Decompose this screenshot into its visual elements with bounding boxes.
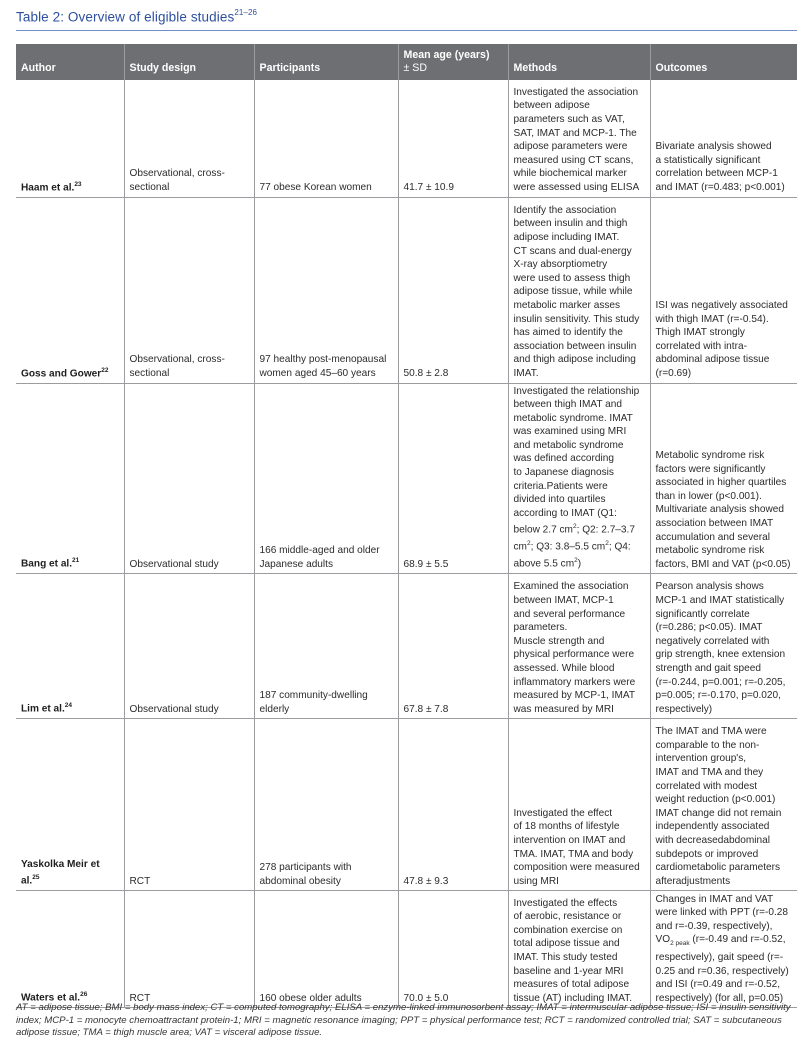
table-header — [16, 44, 797, 80]
row-study-design: Observational study — [124, 574, 254, 719]
methods-text: ; Q3: 3.8–5.5 cm — [530, 541, 606, 553]
header-mean-age-sub: ± SD — [403, 62, 427, 74]
methods-text: ) — [577, 558, 582, 570]
table-row — [16, 80, 797, 197]
author-ref: 23 — [74, 180, 82, 188]
row-author — [16, 383, 124, 574]
row-participants: 187 community-dwelling elderly — [254, 574, 398, 719]
header-outcomes: Outcomes — [650, 44, 797, 80]
row-author — [16, 197, 124, 383]
row-outcomes: Bivariate analysis showed a statistically significant correlation between MCP-1 and IMAT (r=0.483; p<0.001) — [650, 80, 797, 197]
author-name: Goss and Gower — [21, 367, 102, 379]
row-study-design: Observational, cross- sectional — [124, 197, 254, 383]
row-mean-age: 70.0 ± 5.0 — [398, 891, 508, 1008]
table-row — [16, 574, 797, 719]
row-participants: 278 participants with abdominal obesity — [254, 719, 398, 891]
header-participants: Participants — [254, 44, 398, 80]
row-mean-age: 50.8 ± 2.8 — [398, 197, 508, 383]
row-study-design: Observational study — [124, 383, 254, 574]
table-footnote: AT = adipose tissue; BMI = body mass index; CT = computed tomography; ELISA = enzyme-linked immunosorbent assay; IMAT = intermuscular adipose tissue; ISI = insulin sensitivity index; MCP-1 = monocyte chemoattractant protein-1; MRI = magnetic resonance imaging; PPT = physical performance test; RCT = randomized controlled trial; SAT = subcutaneous adipose tissue; TMA = thigh muscle area; VAT = visceral adipose tissue. — [16, 1002, 791, 1039]
squared-unit: 2 — [574, 557, 578, 565]
vo2-peak-subscript: 2 peak — [670, 940, 690, 948]
title-divider — [16, 30, 797, 31]
header-study-design: Study design — [124, 44, 254, 80]
table-row — [16, 383, 797, 574]
author-name: Yaskolka Meir et al. — [21, 858, 100, 887]
squared-unit: 2 — [572, 523, 577, 531]
header-row — [16, 44, 797, 80]
row-author — [16, 574, 124, 719]
row-mean-age: 41.7 ± 10.9 — [398, 80, 508, 197]
row-author — [16, 719, 124, 891]
row-author — [16, 80, 124, 197]
methods-text: ; Q4: above 5.5 cm — [513, 541, 631, 570]
header-methods: Methods — [508, 44, 650, 80]
row-methods: Identify the association between insulin and thigh adipose including IMAT. CT scans and dual-energy X-ray absorptiometry were used to assess thigh adipose tissue, while while metabolic marker asses insulin sensitivity. This study has aimed to identify the association between insulin and thigh adipose including IMAT. — [508, 197, 650, 383]
row-participants: 97 healthy post-menopausal women aged 45–60 years — [254, 197, 398, 383]
row-study-design: RCT — [124, 891, 254, 1008]
row-author — [16, 891, 124, 1008]
row-outcomes: ISI was negatively associated with thigh IMAT (r=-0.54). Thigh IMAT strongly correlated with intra- abdominal adipose tissue (r=0.69) — [650, 197, 797, 383]
author-ref: 25 — [32, 874, 40, 882]
row-methods — [508, 383, 650, 574]
author-name: Lim et al. — [21, 703, 65, 715]
author-ref: 22 — [101, 366, 109, 374]
row-study-design: Observational, cross- sectional — [124, 80, 254, 197]
row-outcomes: Pearson analysis shows MCP-1 and IMAT statistically significantly correlate (r=0.286; p<0.05). IMAT negatively correlated with grip strength, knee extension strength and gait speed (r=-0.244, p=0.001; r=-0.205, p=0.005; r=-0.170, p=0.020, respectively) — [650, 574, 797, 719]
methods-text: Investigated the relationship between thigh IMAT and metabolic syndrome. IMAT was examined using MRI and metabolic syndrome was defined according to Japanese diagnosis criteria.Patients were divided into quartiles according to IMAT (Q1: below 2.7 cm — [513, 385, 640, 536]
author-name: Waters et al. — [21, 992, 81, 1004]
table-row — [16, 719, 797, 891]
table-title — [16, 9, 257, 25]
row-methods: Investigated the association between adipose parameters such as VAT, SAT, IMAT and MCP-1. The adipose parameters were measured using CT scans, while biochemical marker were assessed using ELISA — [508, 80, 650, 197]
row-outcomes: The IMAT and TMA were comparable to the non- intervention group's, IMAT and TMA and they correlated with modest weight reduction (p<0.001) IMAT change did not remain independently associated with decreasedabdominal subdepots or improved cardiometabolic parameters afteradjustments — [650, 719, 797, 891]
author-name: Bang et al. — [21, 558, 73, 570]
squared-unit: 2 — [605, 540, 609, 548]
methods-text: ; Q2: 2.7–3.7 cm — [513, 524, 635, 553]
header-mean-age-main: Mean age (years) — [403, 49, 490, 61]
row-methods: Examined the association between IMAT, MCP-1 and several performance parameters. Muscle strength and physical performance were assessed. While blood inflammatory markers were measured by MCP-1, IMAT was measured by MRI — [508, 574, 650, 719]
author-name: Haam et al. — [21, 181, 75, 193]
row-methods: Investigated the effects of aerobic, resistance or combination exercise on total adipose tissue and IMAT. This study tested baseline and 1-year MRI measures of total adipose tissue (AT) including IMAT. — [508, 891, 650, 1008]
header-mean-age — [398, 44, 508, 80]
author-ref: 26 — [80, 991, 88, 999]
row-study-design: RCT — [124, 719, 254, 891]
row-participants: 77 obese Korean women — [254, 80, 398, 197]
header-author: Author — [16, 44, 124, 80]
row-mean-age: 47.8 ± 9.3 — [398, 719, 508, 891]
row-outcomes: Metabolic syndrome risk factors were significantly associated in higher quartiles than in lower (p<0.001). Multivariate analysis showed association between IMAT accumulation and several metabolic syndrome risk factors, BMI and VAT (p<0.05) — [650, 383, 797, 574]
outcomes-text: Changes in IMAT and VAT were linked with PPT (r=-0.28 and r=-0.39, respectively), VO — [655, 893, 788, 946]
studies-table — [16, 44, 797, 1008]
author-ref: 21 — [72, 557, 80, 565]
row-outcomes — [650, 891, 797, 1008]
squared-unit: 2 — [526, 540, 531, 548]
table-row — [16, 891, 797, 1008]
outcomes-text: (r=-0.49 and r=-0.52, respectively), gait speed (r=- 0.25 and r=0.36, respectively) and ISI (r=0.49 and r=-0.52, respectively) (for all, p=0.05) — [655, 934, 789, 1004]
row-methods: Investigated the effect of 18 months of lifestyle intervention on IMAT and TMA. IMAT, TMA and body composition were measured using MRI — [508, 719, 650, 891]
row-participants: 166 middle-aged and older Japanese adults — [254, 383, 398, 574]
table-title-text: Table 2: Overview of eligible studies — [16, 9, 235, 25]
table-row — [16, 197, 797, 383]
table-body — [16, 80, 797, 1008]
row-participants: 160 obese older adults — [254, 891, 398, 1008]
author-ref: 24 — [64, 702, 72, 710]
row-mean-age: 68.9 ± 5.5 — [398, 383, 508, 574]
row-mean-age: 67.8 ± 7.8 — [398, 574, 508, 719]
table-title-refs: 21–26 — [234, 8, 258, 17]
